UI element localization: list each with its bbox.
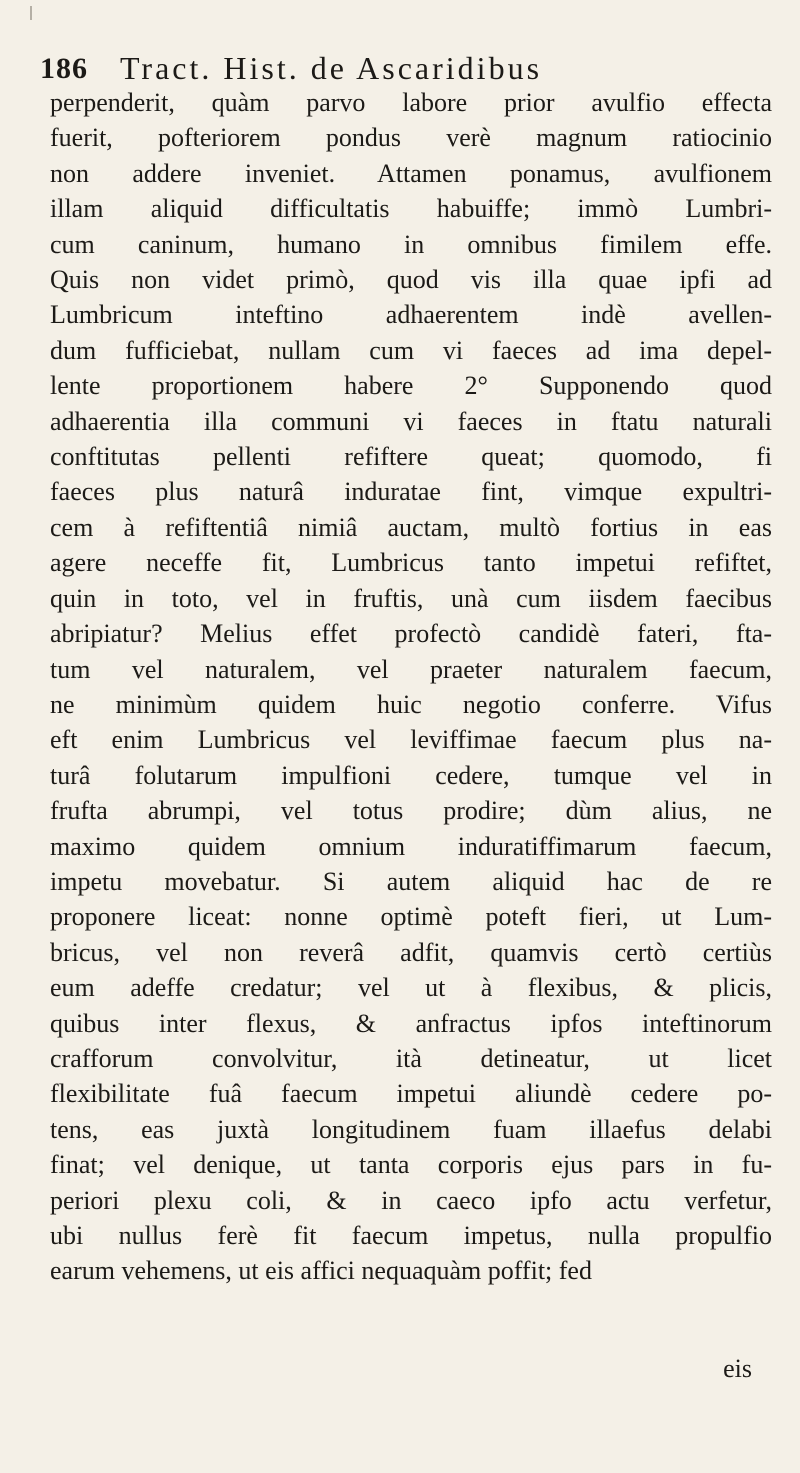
text-line: adhaerentia illa communi vi faeces in ftatu naturali [50,406,772,436]
text-line: abripiatur? Melius effet profectò candidè fateri, fta- [50,619,772,649]
text-line: bricus, vel non reverâ adfit, quamvis certò certiùs [50,937,772,967]
text-line: Lumbricum inteftino adhaerentem indè avellen- [50,300,772,330]
text-line: cem à refiftentiâ nimiâ auctam, multò fortius in eas [50,512,772,542]
text-line: eft enim Lumbricus vel leviffimae faecum plus na- [50,725,772,755]
text-line: lente proportionem habere 2° Supponendo quod [50,371,772,401]
text-line: ne minimùm quidem huic negotio conferre. Vifus [50,689,772,719]
ink-mark [30,6,40,20]
text-line: dum fufficiebat, nullam cum vi faeces ad ima depel- [50,335,772,365]
text-line: conftitutas pellenti refiftere queat; quomodo, fi [50,442,772,472]
running-head: Tract. Hist. de Ascaridibus [120,50,543,86]
page-number: 186 [40,52,88,85]
text-line: eum adeffe credatur; vel ut à flexibus, & plicis, [50,973,772,1003]
text-line: tens, eas juxtà longitudinem fuam illaefus delabi [50,1114,772,1144]
text-line: crafforum convolvitur, ità detineatur, ut licet [50,1043,772,1073]
text-line: turâ folutarum impulfioni cedere, tumque vel in [50,760,772,790]
text-line: frufta abrumpi, vel totus prodire; dùm alius, ne [50,796,772,826]
text-line: maximo quidem omnium induratiffimarum faecum, [50,831,772,861]
text-line: flexibilitate fuâ faecum impetui aliundè cedere po- [50,1079,772,1109]
body-text [50,85,772,1289]
catchword: eis [723,1354,752,1383]
text-line: Quis non videt primò, quod vis illa quae ipfi ad [50,265,772,295]
text-line: perpenderit, quàm parvo labore prior avulfio effecta [50,88,772,117]
text-line: ubi nullus ferè fit faecum impetus, nulla propulfio [50,1221,772,1250]
text-line: periori plexu coli, & in caeco ipfo actu verfetur, [50,1185,772,1215]
text-line: proponere liceat: nonne optimè poteft fieri, ut Lum- [50,902,772,932]
text-line: tum vel naturalem, vel praeter naturalem faecum, [50,654,772,684]
text-line: earum vehemens, ut eis affici nequaquàm poffit; fed [50,1256,592,1286]
text-line: cum caninum, humano in omnibus fimilem effe. [50,229,772,259]
text-line: quibus inter flexus, & anfractus ipfos inteftinorum [50,1008,772,1038]
text-line: faeces plus naturâ induratae fint, vimque expultri- [50,477,772,507]
text-line: non addere inveniet. Attamen ponamus, avulfionem [50,158,772,188]
text-line: finat; vel denique, ut tanta corporis ejus pars in fu- [50,1150,772,1180]
text-line: fuerit, pofteriorem pondus verè magnum ratiocinio [50,123,772,153]
text-line: impetu movebatur. Si autem aliquid hac de re [50,866,772,896]
text-line: quin in toto, vel in fruftis, unà cum iisdem faecibus [50,583,772,613]
text-line: agere neceffe fit, Lumbricus tanto impetui refiftet, [50,548,772,578]
text-line: illam aliquid difficultatis habuiffe; immò Lumbri- [50,194,772,224]
